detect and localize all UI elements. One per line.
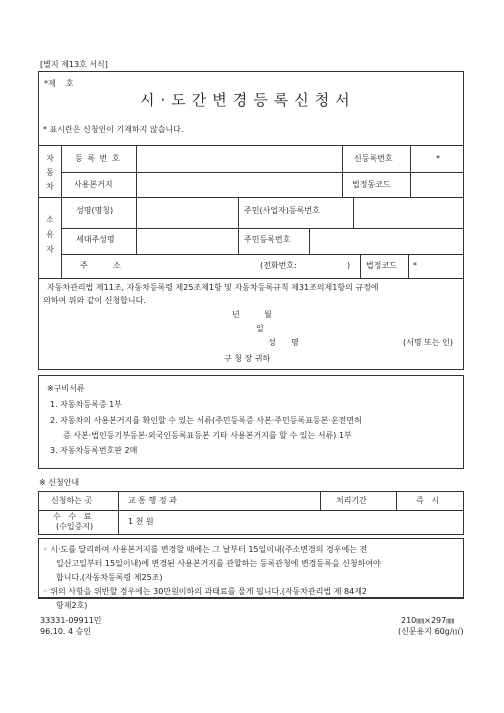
footer-size: 210㎜×297㎜ <box>401 616 455 625</box>
fee-label: 수 수 료 <box>53 512 92 521</box>
main-form-frame <box>38 71 464 370</box>
owner-side-label: 소유자 <box>46 215 54 254</box>
recipient: 구 청 장 귀하 <box>224 354 271 363</box>
form-number-label: [별지 제13호 서식] <box>40 60 108 69</box>
form-note: * 표시란은 신청인이 기재하지 않습니다. <box>43 125 184 134</box>
statement-line-2: 의하여 위와 같이 신청합니다. <box>43 296 146 305</box>
owner-name-label: 성명(명칭) <box>76 206 114 215</box>
footer-code: 33331-09911민 <box>40 616 102 625</box>
period-label: 처리기간 <box>336 496 367 505</box>
required-doc-2b: 증 사본·법인등기부등본·외국인등록표등본 기타 사용본거지를 할 수 있는 서류) 1부 <box>63 431 352 440</box>
fee-value: 1 천 원 <box>128 517 154 526</box>
vehicle-reg-no-label: 등 록 번 호 <box>75 154 121 163</box>
footer-date: 96.10. 4 승인 <box>40 627 92 636</box>
applicant-name-label: 성 명 <box>268 338 299 347</box>
phone-label: (전화번호: <box>260 261 297 270</box>
guide-header: ※ 신청안내 <box>39 478 80 487</box>
form-title: 시·도간변경등록신청서 <box>140 91 356 109</box>
new-reg-no-star: * <box>436 154 440 163</box>
required-doc-3: 3. 자동차등록번호판 2매 <box>50 446 138 455</box>
date-year: 년 <box>232 310 240 319</box>
guide-note-1b: 입신고일부터 15일이내)에 변경된 사용본거지를 관할하는 등록관청에 변경등록을 신청하여야 <box>56 559 381 568</box>
address-label: 주 소 <box>80 261 121 270</box>
guide-note-2b: 항제2호) <box>56 601 88 610</box>
vehicle-base-label: 사용본거지 <box>74 180 113 189</box>
vehicle-side-label: 자동차 <box>46 154 54 191</box>
period-value: 즉 시 <box>416 496 440 505</box>
household-head-label: 세대주성명 <box>76 235 115 244</box>
required-doc-2a: 2. 자동차의 사용본거지를 확인할 수 있는 서류(주민등록증 사본·주민등록표등본·운전면허 <box>50 416 362 425</box>
owner-code-star: * <box>413 261 417 270</box>
required-docs-header: ※구비서류 <box>47 384 85 393</box>
guide-note-2a: ◦ 위의 사항을 위반할 경우에는 30만원이하의 과태료를 물게 됩니다.(자동차관리법 제 84제2 <box>43 587 368 596</box>
sign-note: (서명 또는 인) <box>403 338 453 347</box>
new-reg-no-label: 신등록번호 <box>354 154 393 163</box>
vehicle-code-label: 법정동코드 <box>352 180 391 189</box>
statement-line-1: 자동차관리법 제11조, 자동차등록령 제25조제1항 및 자동차등록규칙 제31조의제1항의 규정에 <box>47 283 379 292</box>
guide-note-1c: 합니다.(자동차등록령 제25조) <box>56 573 163 582</box>
where-label: 신청하는 곳 <box>51 496 93 505</box>
guide-table <box>38 491 464 535</box>
owner-code-label: 법정코드 <box>366 261 397 270</box>
footer-paper: (신문용지 60g/㎡) <box>398 627 464 636</box>
where-value: 교 통 행 정 과 <box>128 496 177 505</box>
guide-note-1a: ◦ 시·도를 달리하여 사용본거지를 변경할 때에는 그 날부터 15일이내(주소변경의 경우에는 전 <box>43 545 368 554</box>
owner-resident-no-label: 주민(사업자)등록번호 <box>244 206 320 215</box>
required-doc-1: 1. 자동차등록증 1부 <box>50 400 122 409</box>
fee-sub-label: (수입증지) <box>56 522 94 531</box>
form-no-label: *제 호 <box>44 79 74 88</box>
date-day: 일 <box>256 324 264 333</box>
phone-close: ) <box>347 261 351 270</box>
date-month: 월 <box>264 310 272 319</box>
household-head-no-label: 주민등록번호 <box>244 235 291 244</box>
